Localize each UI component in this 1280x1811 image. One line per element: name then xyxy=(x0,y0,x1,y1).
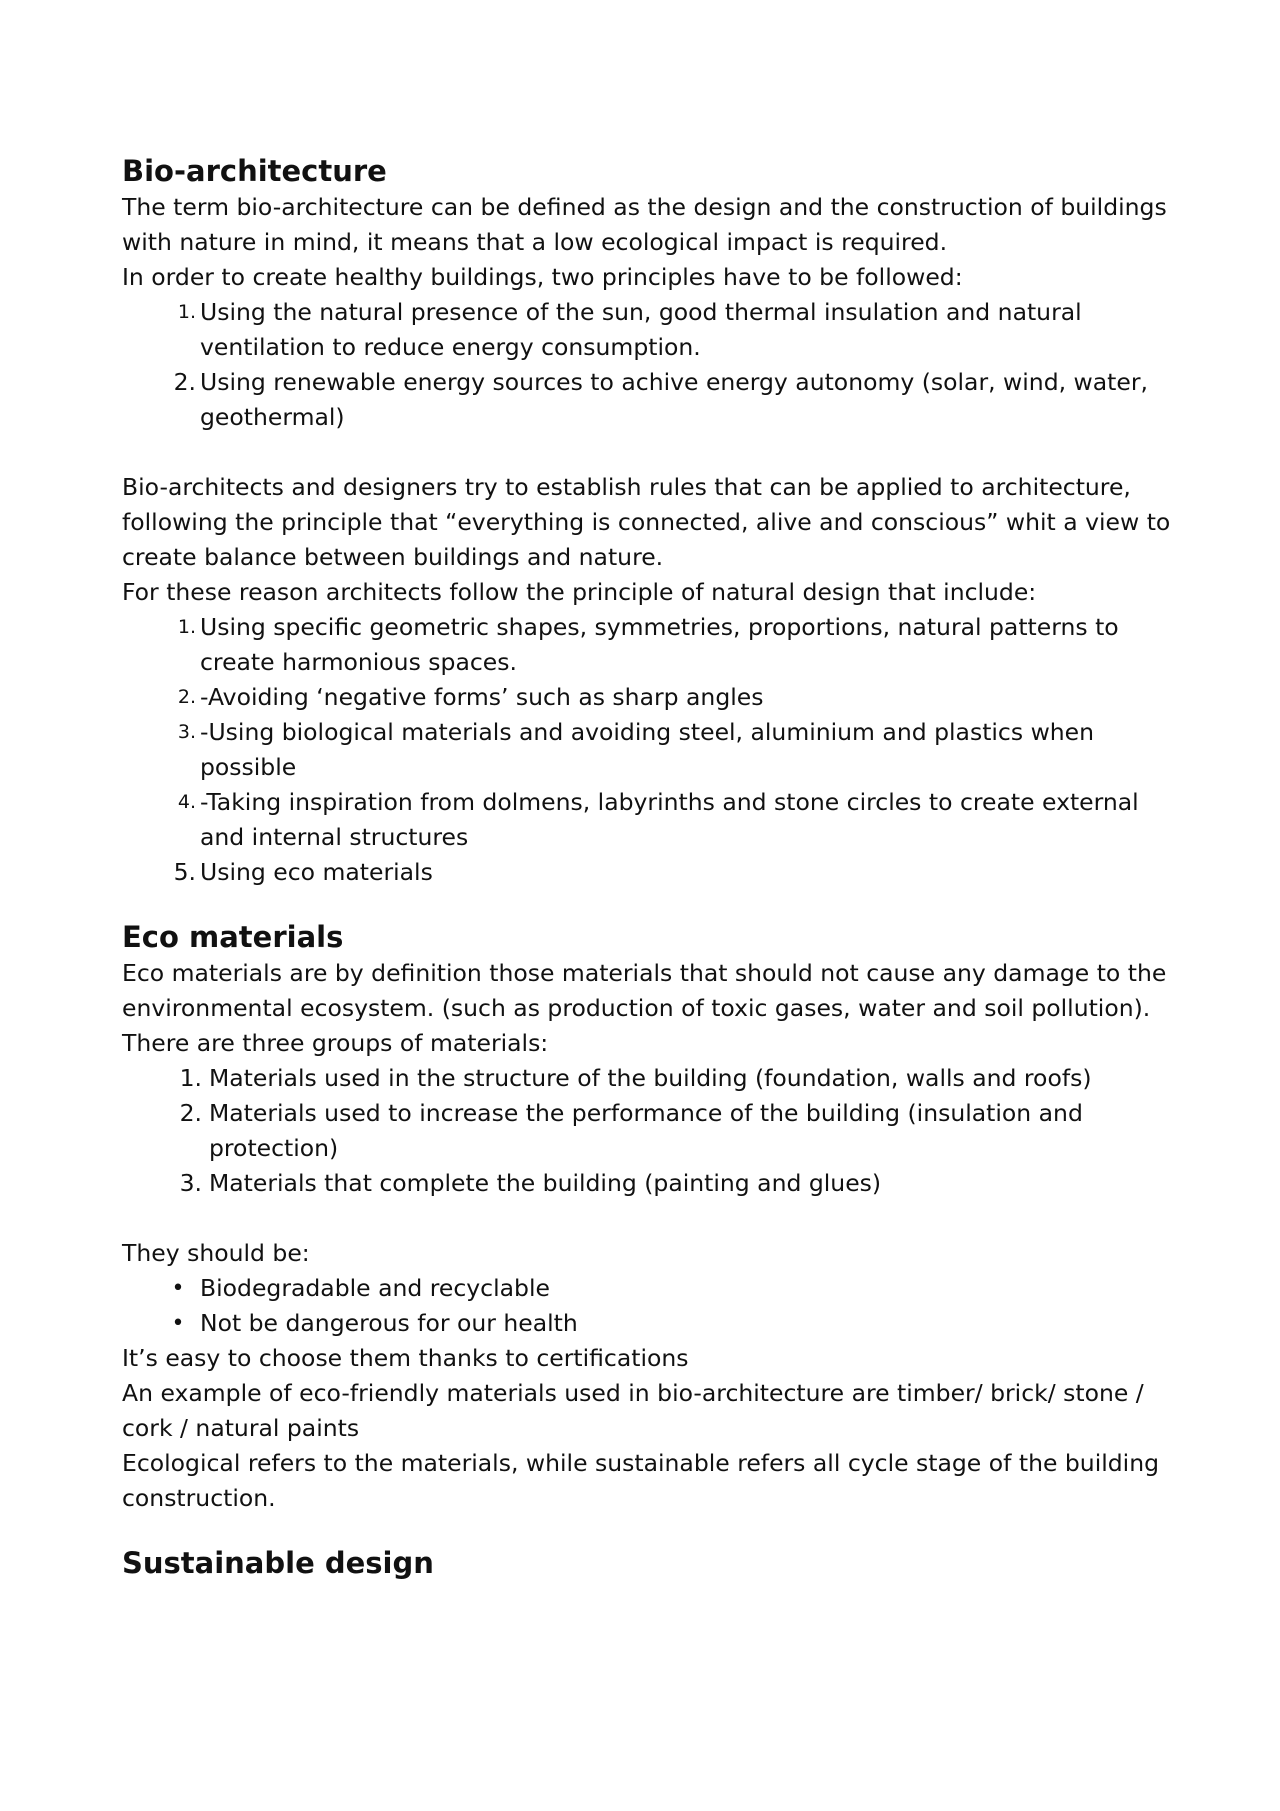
spacer xyxy=(122,1516,1182,1544)
list-item-text: Using specific geometric shapes, symmetries, proportions, natural patterns to create harmonious spaces. xyxy=(200,613,1119,676)
paragraph: For these reason architects follow the principle of natural design that include: xyxy=(122,578,1037,606)
paragraph: An example of eco-friendly materials used in bio-architecture are timber/ brick/ stone / cork / natural paints xyxy=(122,1379,1144,1442)
list-item-text: -Taking inspiration from dolmens, labyrinths and stone circles to create external and internal structures xyxy=(200,788,1139,851)
requirements-list xyxy=(122,1271,1182,1341)
list-marker: 2. xyxy=(177,686,196,708)
list-item-text: Using renewable energy sources to achive energy autonomy (solar, wind, water, geothermal) xyxy=(200,368,1148,431)
paragraph: There are three groups of materials: xyxy=(122,1029,549,1057)
list-item xyxy=(122,365,1182,435)
list-item xyxy=(122,715,1182,785)
list-item-text: -Using biological materials and avoiding steel, aluminium and plastics when possible xyxy=(200,718,1095,781)
material-groups-list xyxy=(122,1061,1182,1201)
list-item-text: Materials used to increase the performance of the building (insulation and protection) xyxy=(209,1099,1083,1162)
bullet-icon: • xyxy=(171,1276,185,1301)
list-item xyxy=(122,1271,1182,1306)
paragraph: Ecological refers to the materials, while sustainable refers all cycle stage of the building construction. xyxy=(122,1449,1160,1512)
list-marker: 2. xyxy=(173,368,196,396)
paragraph: They should be: xyxy=(122,1239,310,1267)
list-marker: 2. xyxy=(179,1099,202,1127)
list-item xyxy=(122,295,1182,365)
document-body xyxy=(122,152,1182,1582)
spacer xyxy=(122,1201,1182,1236)
list-item xyxy=(122,1061,1182,1096)
spacer xyxy=(122,435,1182,470)
list-item xyxy=(122,610,1182,680)
list-marker: 3. xyxy=(177,721,196,743)
list-marker: 3. xyxy=(179,1169,202,1197)
list-item-text: Not be dangerous for our health xyxy=(200,1309,578,1337)
list-item xyxy=(122,855,1182,890)
list-item-text: -Avoiding ‘negative forms’ such as sharp angles xyxy=(200,683,764,711)
heading-bio-architecture: Bio-architecture xyxy=(122,154,387,188)
paragraph: Eco materials are by definition those materials that should not cause any damage to the environmental ecosystem. (such as production of toxic gases, water and soil pollution). xyxy=(122,959,1167,1022)
list-marker: 5. xyxy=(173,858,196,886)
heading-sustainable-design: Sustainable design xyxy=(122,1546,434,1580)
list-item-text: Using eco materials xyxy=(200,858,433,886)
list-item-text: Materials that complete the building (painting and glues) xyxy=(209,1169,882,1197)
paragraph: Bio-architects and designers try to establish rules that can be applied to architecture, following the principle that “everything is connected, alive and conscious” whit a view to create balance between buildings and nature. xyxy=(122,473,1171,571)
list-marker: 1. xyxy=(177,616,196,638)
spacer xyxy=(122,890,1182,918)
list-item xyxy=(122,1096,1182,1166)
list-item xyxy=(122,785,1182,855)
bullet-icon: • xyxy=(171,1311,185,1336)
principles-list xyxy=(122,295,1182,435)
paragraph: The term bio-architecture can be defined as the design and the construction of buildings with nature in mind, it means that a low ecological impact is required. xyxy=(122,193,1167,256)
paragraph: In order to create healthy buildings, two principles have to be followed: xyxy=(122,263,963,291)
natural-design-list xyxy=(122,610,1182,890)
list-item xyxy=(122,1166,1182,1201)
list-item xyxy=(122,1306,1182,1341)
list-item-text: Materials used in the structure of the building (foundation, walls and roofs) xyxy=(209,1064,1092,1092)
list-item-text: Biodegradable and recyclable xyxy=(200,1274,550,1302)
list-marker: 1. xyxy=(177,301,196,323)
list-marker: 1. xyxy=(179,1064,202,1092)
paragraph: It’s easy to choose them thanks to certifications xyxy=(122,1344,689,1372)
list-item-text: Using the natural presence of the sun, good thermal insulation and natural ventilation to reduce energy consumption. xyxy=(200,298,1082,361)
list-marker: 4. xyxy=(177,791,196,813)
heading-eco-materials: Eco materials xyxy=(122,920,344,954)
list-item xyxy=(122,680,1182,715)
